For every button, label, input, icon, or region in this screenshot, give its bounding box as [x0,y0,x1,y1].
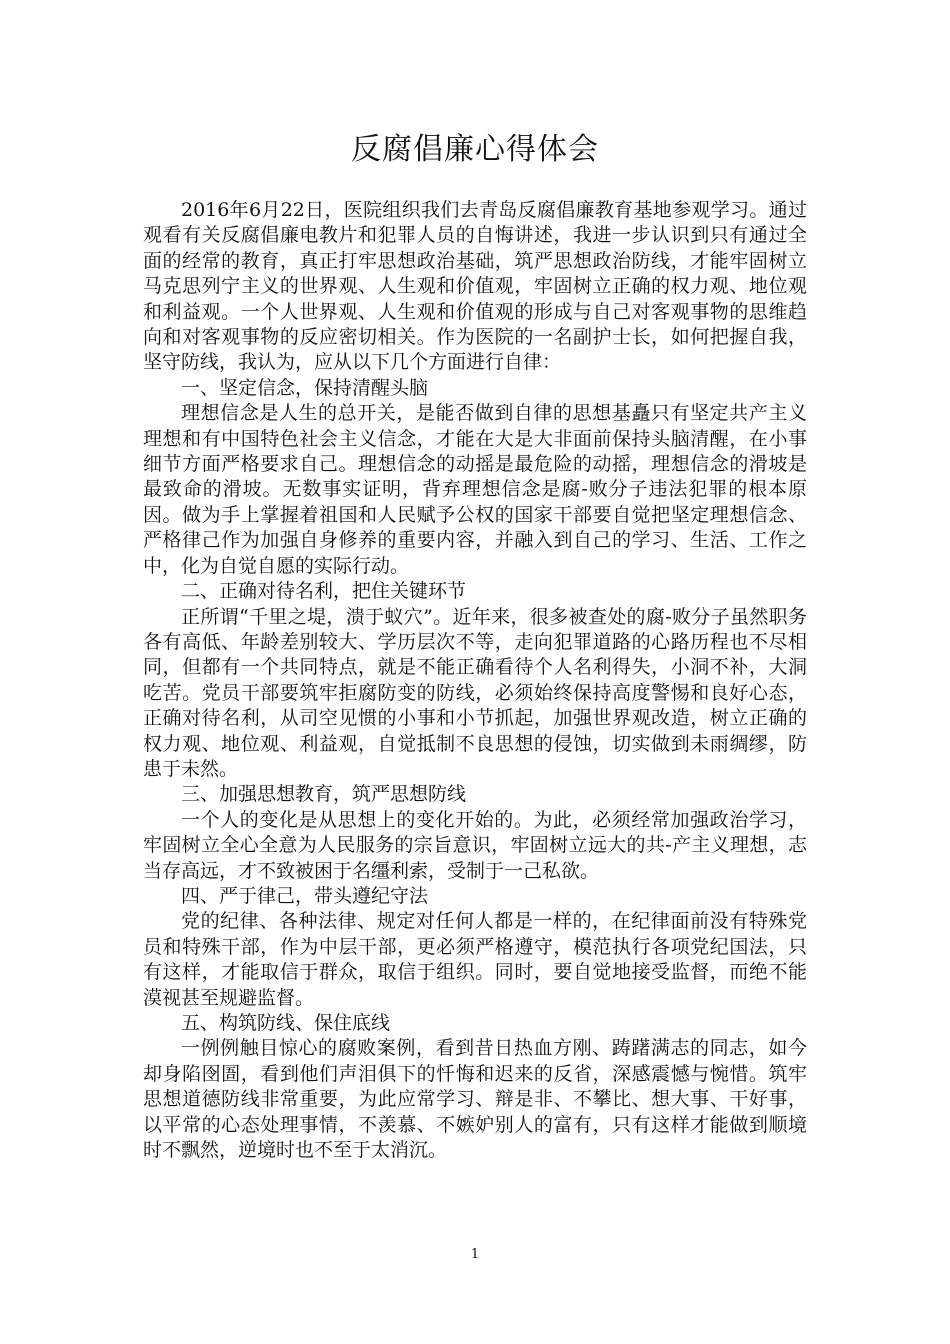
section-heading-1: 一、坚定信念，保持清醒头脑 [181,376,429,399]
paragraph-intro: 2016年6月22日，医院组织我们去青岛反腐倡廉教育基地参观学习。通过观看有关反腐倡廉电教片和犯罪人员的自悔讲述，我进一步认识到只有通过全面的经常的教育，真正打牢思想政治基础，筑严思想政治防线，才能牢固树立马克思列宁主义的世界观、人生观和价值观，牢固树立正确的权力观、地位观和利益观。一个人世界观、人生观和价值观的形成与自己对客观事物的思维趋向和对客观事物的反应密切相关。作为医院的一名副护士长，如何把握自我，坚守防线，我认为，应从以下几个方面进行自律： [143,199,807,374]
section-heading-2: 二、正确对待名利，把住关键环节 [181,580,467,603]
paragraph-section-1: 理想信念是人生的总开关，是能否做到自律的思想基矗只有坚定共产主义理想和有中国特色社会主义信念，才能在大是大非面前保持头脑清醒，在小事细节方面严格要求自己。理想信念的动摇是最危险的动摇，理想信念的滑坡是最致命的滑坡。无数事实证明，背弃理想信念是腐-败分子违法犯罪的根本原因。做为手上掌握着祖国和人民赋予公权的国家干部要自觉把坚定理想信念、严格律己作为加强自身修养的重要内容，并融入到自己的学习、生活、工作之中，化为自觉自愿的实际行动。 [143,402,807,577]
section-heading-3: 三、加强思想教育，筑严思想防线 [181,783,467,806]
paragraph-section-4: 党的纪律、各种法律、规定对任何人都是一样的，在纪律面前没有特殊党员和特殊干部，作为中层干部，更必须严格遵守，模范执行各项党纪国法，只有这样，才能取信于群众，取信于组织。同时，要自觉地接受监督，而绝不能漠视甚至规避监督。 [143,910,807,1009]
document-title: 反腐倡廉心得体会 [351,132,599,167]
page-number: 1 [470,1247,480,1262]
paragraph-section-3: 一个人的变化是从思想上的变化开始的。为此，必须经常加强政治学习，牢固树立全心全意为人民服务的宗旨意识，牢固树立远大的共-产主义理想，志当存高远，才不致被困于名缰利索，受制于一己私欲。 [143,808,807,882]
paragraph-section-5: 一例例触目惊心的腐败案例，看到昔日热血方刚、踌躇满志的同志，如今却身陷囹圄，看到他们声泪俱下的忏悔和迟来的反省，深感震憾与惋惜。筑牢思想道德防线非常重要，为此应常学习、辩是非、不攀比、想大事、干好事，以平常的心态处理事情，不羡慕、不嫉妒别人的富有，只有这样才能做到顺境时不飘然，逆境时也不至于太消沉。 [143,1037,807,1162]
document-body [143,198,807,1163]
paragraph-section-2: 正所谓“千里之堤，溃于蚁穴”。近年来，很多被查处的腐-败分子虽然职务各有高低、年龄差别较大、学历层次不等，走向犯罪道路的心路历程也不尽相同，但都有一个共同特点，就是不能正确看待个人名利得失，小洞不补，大洞吃苦。党员干部要筑牢拒腐防变的防线，必须始终保持高度警惕和良好心态，正确对待名利，从司空见惯的小事和小节抓起，加强世界观改造，树立正确的权力观、地位观、利益观，自觉抵制不良思想的侵蚀，切实做到未雨绸缪，防患于未然。 [143,605,807,780]
section-heading-4: 四、严于律己，带头遵纪守法 [181,884,429,907]
section-heading-5: 五、构筑防线、保住底线 [181,1012,391,1034]
